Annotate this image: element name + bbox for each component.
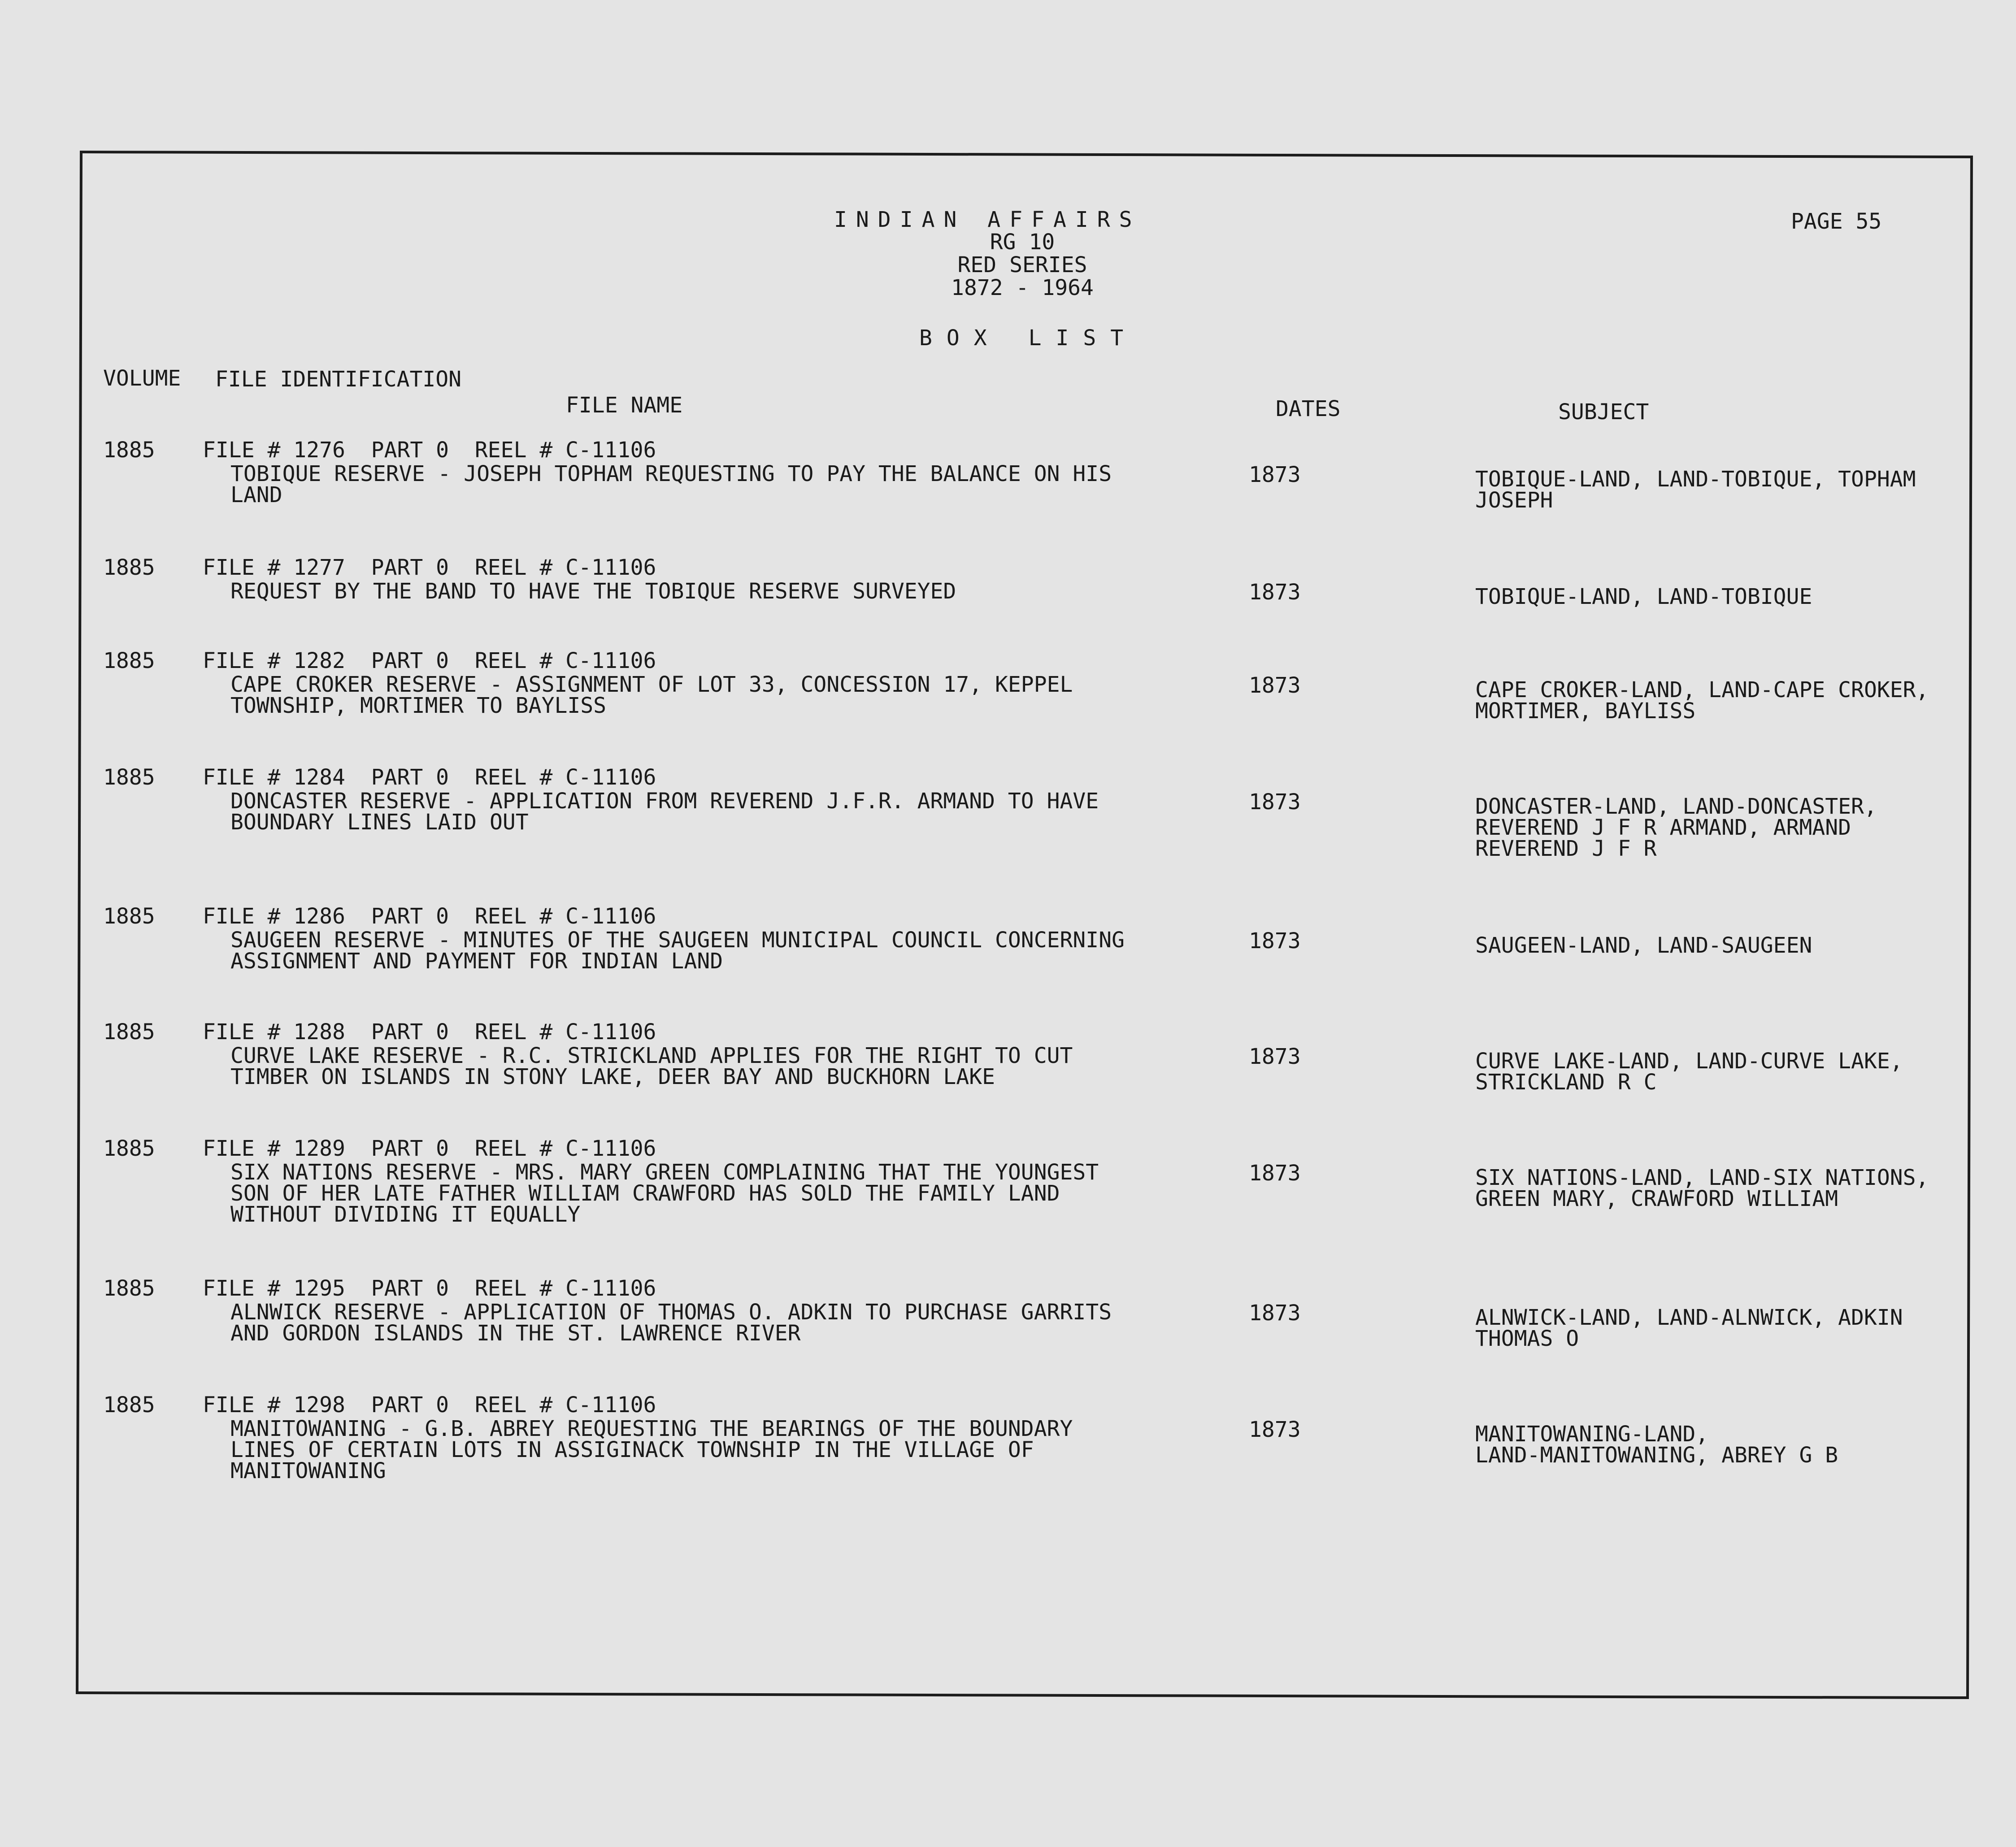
- document-title: INDIAN AFFAIRS: [834, 207, 1141, 232]
- entry-file-identification: FILE # 1277 PART 0 REEL # C-11106: [203, 555, 656, 580]
- entry-file-name-line: TOWNSHIP, MORTIMER TO BAYLISS: [230, 693, 607, 718]
- entry-file-identification: FILE # 1295 PART 0 REEL # C-11106: [203, 1276, 656, 1301]
- entry-date: 1873: [1249, 673, 1301, 698]
- entry-file-name: [230, 789, 1099, 835]
- entry-file-name-line: REQUEST BY THE BAND TO HAVE THE TOBIQUE RESERVE SURVEYED: [230, 579, 956, 604]
- entry-file-identification: FILE # 1276 PART 0 REEL # C-11106: [203, 438, 656, 463]
- entry-file-name: [230, 581, 956, 602]
- record-group: RG 10: [990, 230, 1055, 255]
- entry-file-name-line: BOUNDARY LINES LAID OUT: [230, 810, 529, 835]
- column-header-subject: SUBJECT: [1558, 399, 1649, 425]
- entry-subject-line: LAND-MANITOWANING, ABREY G B: [1475, 1443, 1838, 1468]
- entry-date: 1873: [1249, 789, 1301, 815]
- entry-subject-line: REVEREND J F R ARMAND, ARMAND: [1475, 815, 1851, 840]
- entry-file-name-line: WITHOUT DIVIDING IT EQUALLY: [230, 1202, 581, 1227]
- entry-subject: [1475, 1307, 1903, 1349]
- entry-subject-line: SIX NATIONS-LAND, LAND-SIX NATIONS,: [1475, 1165, 1929, 1190]
- entry-subject-line: GREEN MARY, CRAWFORD WILLIAM: [1475, 1186, 1838, 1211]
- entry-subject: [1475, 935, 1812, 956]
- entry-date: 1873: [1249, 1161, 1301, 1186]
- entry-subject-line: CAPE CROKER-LAND, LAND-CAPE CROKER,: [1475, 677, 1929, 702]
- entry-subject-line: TOBIQUE-LAND, LAND-TOBIQUE, TOPHAM: [1475, 467, 1916, 492]
- entry-subject: [1475, 1050, 1903, 1093]
- entry-volume: 1885: [103, 438, 155, 463]
- entry-subject-line: TOBIQUE-LAND, LAND-TOBIQUE: [1475, 584, 1812, 609]
- entry-volume: 1885: [103, 904, 155, 929]
- entry-subject: [1475, 796, 1877, 859]
- entry-date: 1873: [1249, 1417, 1301, 1442]
- entry-file-identification: FILE # 1286 PART 0 REEL # C-11106: [203, 904, 656, 929]
- entry-date: 1873: [1249, 1044, 1301, 1069]
- entry-subject-line: THOMAS O: [1475, 1326, 1579, 1351]
- entry-subject: [1475, 677, 1929, 724]
- column-header-file-identification: FILE IDENTIFICATION: [215, 367, 462, 392]
- entry-subject-line: MANITOWANING-LAND,: [1475, 1422, 1709, 1447]
- entry-volume: 1885: [103, 1392, 155, 1418]
- entry-file-name: [230, 674, 1073, 716]
- entry-file-name: [230, 1418, 1073, 1481]
- entry-file-identification: FILE # 1298 PART 0 REEL # C-11106: [203, 1392, 656, 1418]
- entry-volume: 1885: [103, 765, 155, 790]
- series-name: RED SERIES: [957, 252, 1087, 277]
- entry-date: 1873: [1249, 462, 1301, 487]
- entry-file-name-line: SON OF HER LATE FATHER WILLIAM CRAWFORD HAS SOLD THE FAMILY LAND: [230, 1181, 1060, 1206]
- entry-subject-line: MORTIMER, BAYLISS: [1475, 698, 1696, 724]
- entry-subject-line: STRICKLAND R C: [1475, 1070, 1657, 1095]
- entry-volume: 1885: [103, 1276, 155, 1301]
- entry-volume: 1885: [103, 1136, 155, 1161]
- entry-file-identification: FILE # 1282 PART 0 REEL # C-11106: [203, 648, 656, 673]
- entry-file-name-line: ALNWICK RESERVE - APPLICATION OF THOMAS O. ADKIN TO PURCHASE GARRITS: [230, 1300, 1112, 1325]
- entry-subject: [1475, 1167, 1929, 1209]
- entry-subject-line: ALNWICK-LAND, LAND-ALNWICK, ADKIN: [1475, 1305, 1903, 1330]
- entry-volume: 1885: [103, 1019, 155, 1045]
- entry-file-name: [230, 463, 1112, 505]
- entry-subject: [1475, 468, 1916, 511]
- entry-file-name: [230, 1162, 1099, 1225]
- entry-subject: [1475, 586, 1812, 607]
- entry-subject-line: SAUGEEN-LAND, LAND-SAUGEEN: [1475, 933, 1812, 958]
- series-years: 1872 - 1964: [951, 275, 1094, 300]
- column-header-dates: DATES: [1276, 396, 1341, 421]
- entry-subject-line: REVEREND J F R: [1475, 836, 1657, 861]
- column-header-volume: VOLUME: [103, 366, 181, 391]
- entry-date: 1873: [1249, 1301, 1301, 1326]
- entry-file-name-line: MANITOWANING - G.B. ABREY REQUESTING THE BEARINGS OF THE BOUNDARY: [230, 1416, 1073, 1441]
- entry-file-identification: FILE # 1289 PART 0 REEL # C-11106: [203, 1136, 656, 1161]
- page-number: PAGE 55: [1791, 209, 1882, 234]
- entry-volume: 1885: [103, 648, 155, 673]
- entry-subject-line: DONCASTER-LAND, LAND-DONCASTER,: [1475, 794, 1877, 819]
- entry-volume: 1885: [103, 555, 155, 580]
- entry-file-name-line: TIMBER ON ISLANDS IN STONY LAKE, DEER BAY AND BUCKHORN LAKE: [230, 1064, 995, 1089]
- entry-file-name-line: DONCASTER RESERVE - APPLICATION FROM REVEREND J.F.R. ARMAND TO HAVE: [230, 789, 1099, 814]
- entry-file-identification: FILE # 1288 PART 0 REEL # C-11106: [203, 1019, 656, 1045]
- entry-file-name-line: LINES OF CERTAIN LOTS IN ASSIGINACK TOWNSHIP IN THE VILLAGE OF: [230, 1437, 1034, 1462]
- entry-file-identification: FILE # 1284 PART 0 REEL # C-11106: [203, 765, 656, 790]
- entry-file-name: [230, 928, 1125, 974]
- entry-file-name-line: SAUGEEN RESERVE - MINUTES OF THE SAUGEEN MUNICIPAL COUNCIL CONCERNING: [230, 928, 1125, 953]
- column-header-file-name: FILE NAME: [566, 393, 683, 418]
- entry-file-name-line: TOBIQUE RESERVE - JOSEPH TOPHAM REQUESTING TO PAY THE BALANCE ON HIS: [230, 461, 1112, 486]
- entry-file-name-line: ASSIGNMENT AND PAYMENT FOR INDIAN LAND: [230, 949, 723, 974]
- entry-file-name-line: LAND: [230, 482, 282, 507]
- entry-file-name-line: SIX NATIONS RESERVE - MRS. MARY GREEN COMPLAINING THAT THE YOUNGEST: [230, 1160, 1099, 1185]
- entry-date: 1873: [1249, 928, 1301, 954]
- entry-subject-line: JOSEPH: [1475, 488, 1553, 513]
- entry-file-name: [230, 1301, 1112, 1344]
- entry-file-name-line: CURVE LAKE RESERVE - R.C. STRICKLAND APPLIES FOR THE RIGHT TO CUT: [230, 1043, 1073, 1068]
- list-type: BOX LIST: [919, 325, 1138, 351]
- entry-file-name-line: AND GORDON ISLANDS IN THE ST. LAWRENCE RIVER: [230, 1321, 801, 1346]
- entry-date: 1873: [1249, 580, 1301, 605]
- entry-file-name: [230, 1045, 1073, 1087]
- entry-file-name-line: CAPE CROKER RESERVE - ASSIGNMENT OF LOT 33, CONCESSION 17, KEPPEL: [230, 672, 1073, 697]
- entry-subject: [1475, 1422, 1838, 1468]
- entry-subject-line: CURVE LAKE-LAND, LAND-CURVE LAKE,: [1475, 1049, 1903, 1074]
- entry-file-name-line: MANITOWANING: [230, 1458, 386, 1483]
